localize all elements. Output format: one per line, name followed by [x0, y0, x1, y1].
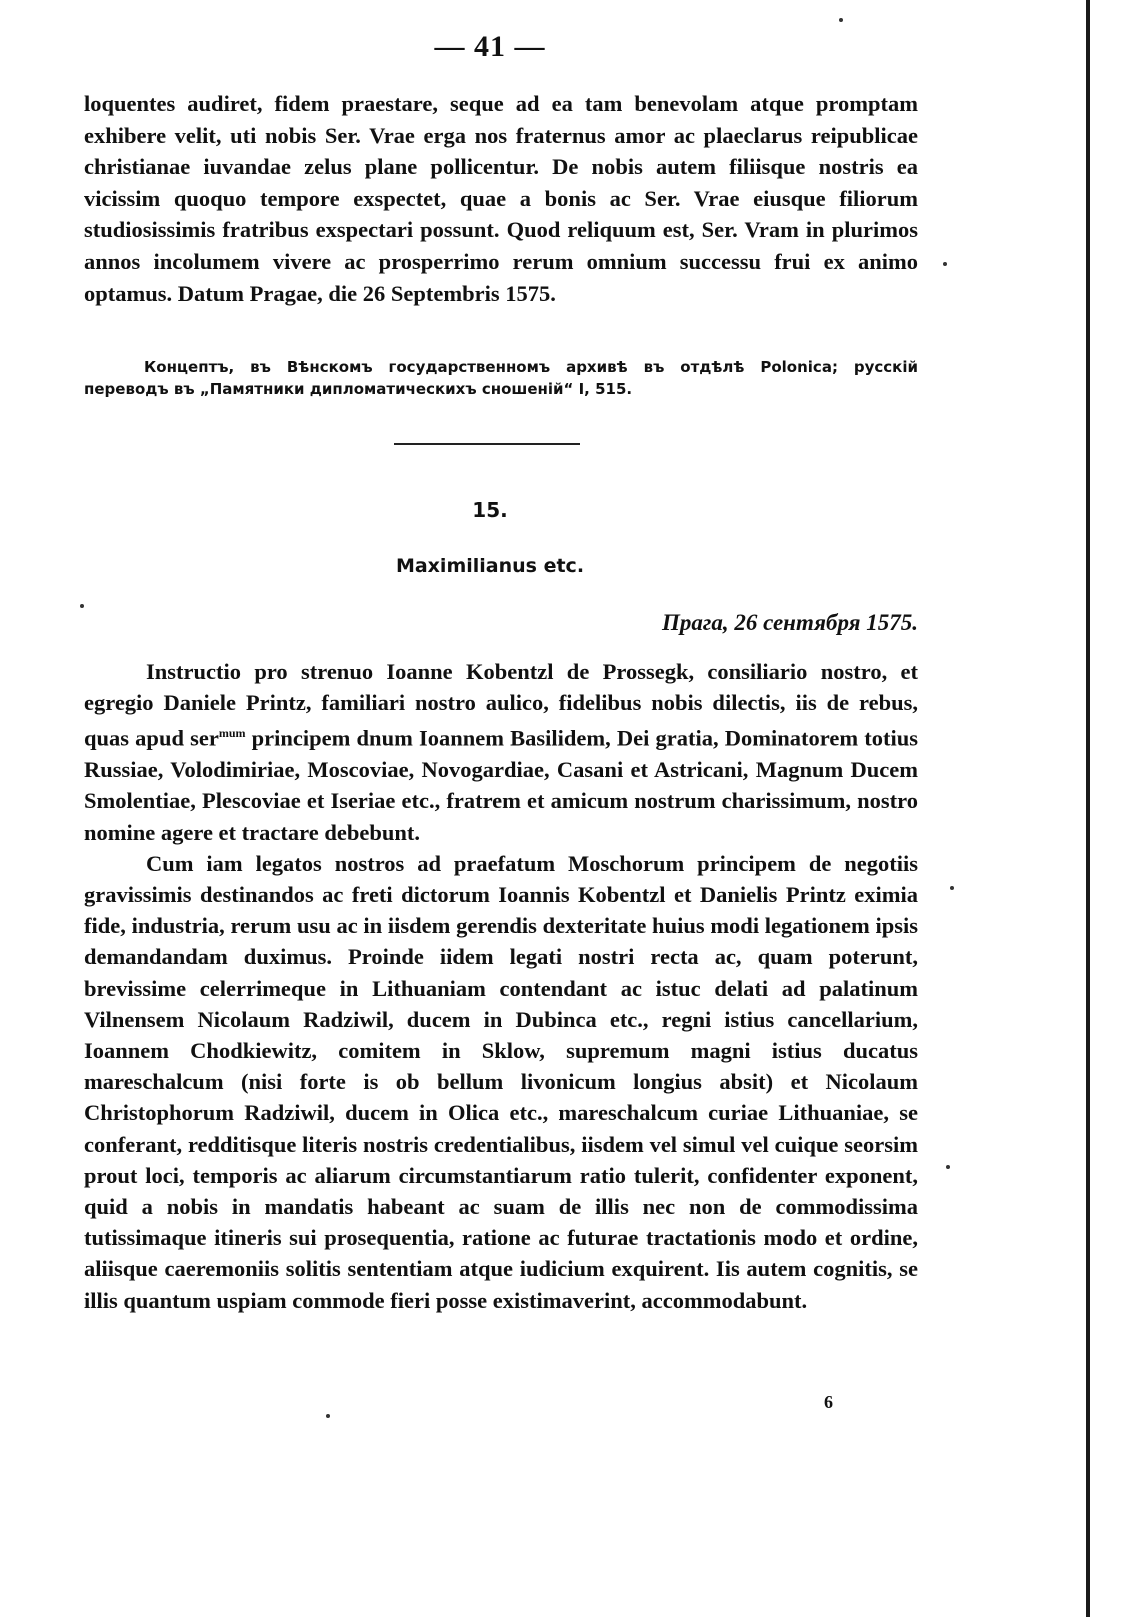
body-paragraph-1-text-a: Instructio pro strenuo Ioanne Kobentzl de Prossegk, consiliario nostro, et egregio Daniele Printz, familiari nostro aulico, fidelibus nobis dilectis, iis de rebus, quas apud ser	[84, 659, 918, 751]
signature-mark: 6	[824, 1392, 833, 1412]
scan-edge-line	[1086, 0, 1090, 1617]
scan-speck	[839, 18, 843, 22]
scan-speck	[946, 1165, 950, 1169]
footnote: Концептъ, въ Вѣнскомъ государственномъ архивѣ въ отдѣлѣ Polonica; русскій переводъ въ „Памятники дипломатическихъ сношеній“ I, 515.	[84, 358, 918, 398]
document-date: Прага, 26 сентября 1575.	[661, 610, 918, 635]
body-paragraph-1	[84, 656, 918, 848]
document-number: 15.	[472, 498, 508, 522]
body-paragraph-1-text-b: principem dnum Ioannem Basilidem, Dei gratia, Dominatorem totius Russiae, Volodimiriae, Moscoviae, Novogardiae, Casani et Astricani, Magnum Ducem Smolentiae, Plescoviae et Iseriae etc., fratrem et amicum nostrum charissimum, nostro nomine agere et tractare debebunt.	[84, 725, 918, 845]
document-heading: Maximilianus etc.	[395, 555, 585, 577]
body-paragraph-2: Cum iam legatos nostros ad praefatum Moschorum principem de negotiis gravissimis destinandos ac freti dictorum Ioannis Kobentzl et Danielis Printz eximia fide, industria, rerum usu ac in iisdem gerendis dexteritate huius modi legationem ipsis demandandam duximus. Proinde iidem legati nostri recta ac, quam poterunt, brevissime celerrimeque in Lithuaniam contendant ac istuc delati ad palatinum Vilnensem Nicolaum Radziwil, ducem in Dubinca etc., regni istius cancellarium, Ioannem Chodkiewitz, comitem in Sklow, supremum magni istius ducatus mareschalcum (nisi forte is ob bellum livonicum longius absit) et Nicolaum Christophorum Radziwil, ducem in Olica etc., mareschalcum curiae Lithuaniae, se conferant, redditisque literis nostris credentialibus, iisdem vel simul vel cuique seorsim prout loci, temporis ac aliarum circumstantiarum ratio tulerit, confidenter exponent, quid a nobis in mandatis habeant ac suam de illis nec non de commodissima tutissimaque itineris sui prosequentia, ratione ac futurae tractationis modo et ordine, aliisque caeremoniis solitis sententiam atque iudicium exquirent. Iis autem cognitis, se illis quantum uspiam commode fieri posse existimaverint, accommodabunt.	[84, 850, 918, 1313]
scan-speck	[950, 886, 954, 890]
page-number: — 41 —	[434, 30, 546, 63]
section-divider	[394, 443, 580, 445]
body-paragraph-1-superscript: mum	[218, 726, 246, 741]
scan-speck	[80, 604, 84, 608]
scan-speck	[943, 262, 947, 266]
continuation-paragraph: loquentes audiret, fidem praestare, seque ad ea tam benevolam atque promptam exhibere velit, uti nobis Ser. Vrae erga nos fraternus amor ac plaeclarus reipublicae christianae iuvandae zelus plane pollicentur. De nobis autem filiisque nostris ea vicissim quoquo tempore exspectet, quae a bonis ac Ser. Vrae eiusque filiorum studiosissimis fratribus exspectari possunt. Quod reliquum est, Ser. Vram in plurimos annos incolumem vivere ac prosperrimo rerum omnium successu frui ex animo optamus. Datum Pragae, die 26 Septembris 1575.	[84, 91, 918, 306]
scan-speck	[326, 1414, 330, 1418]
document-body	[84, 656, 918, 1316]
